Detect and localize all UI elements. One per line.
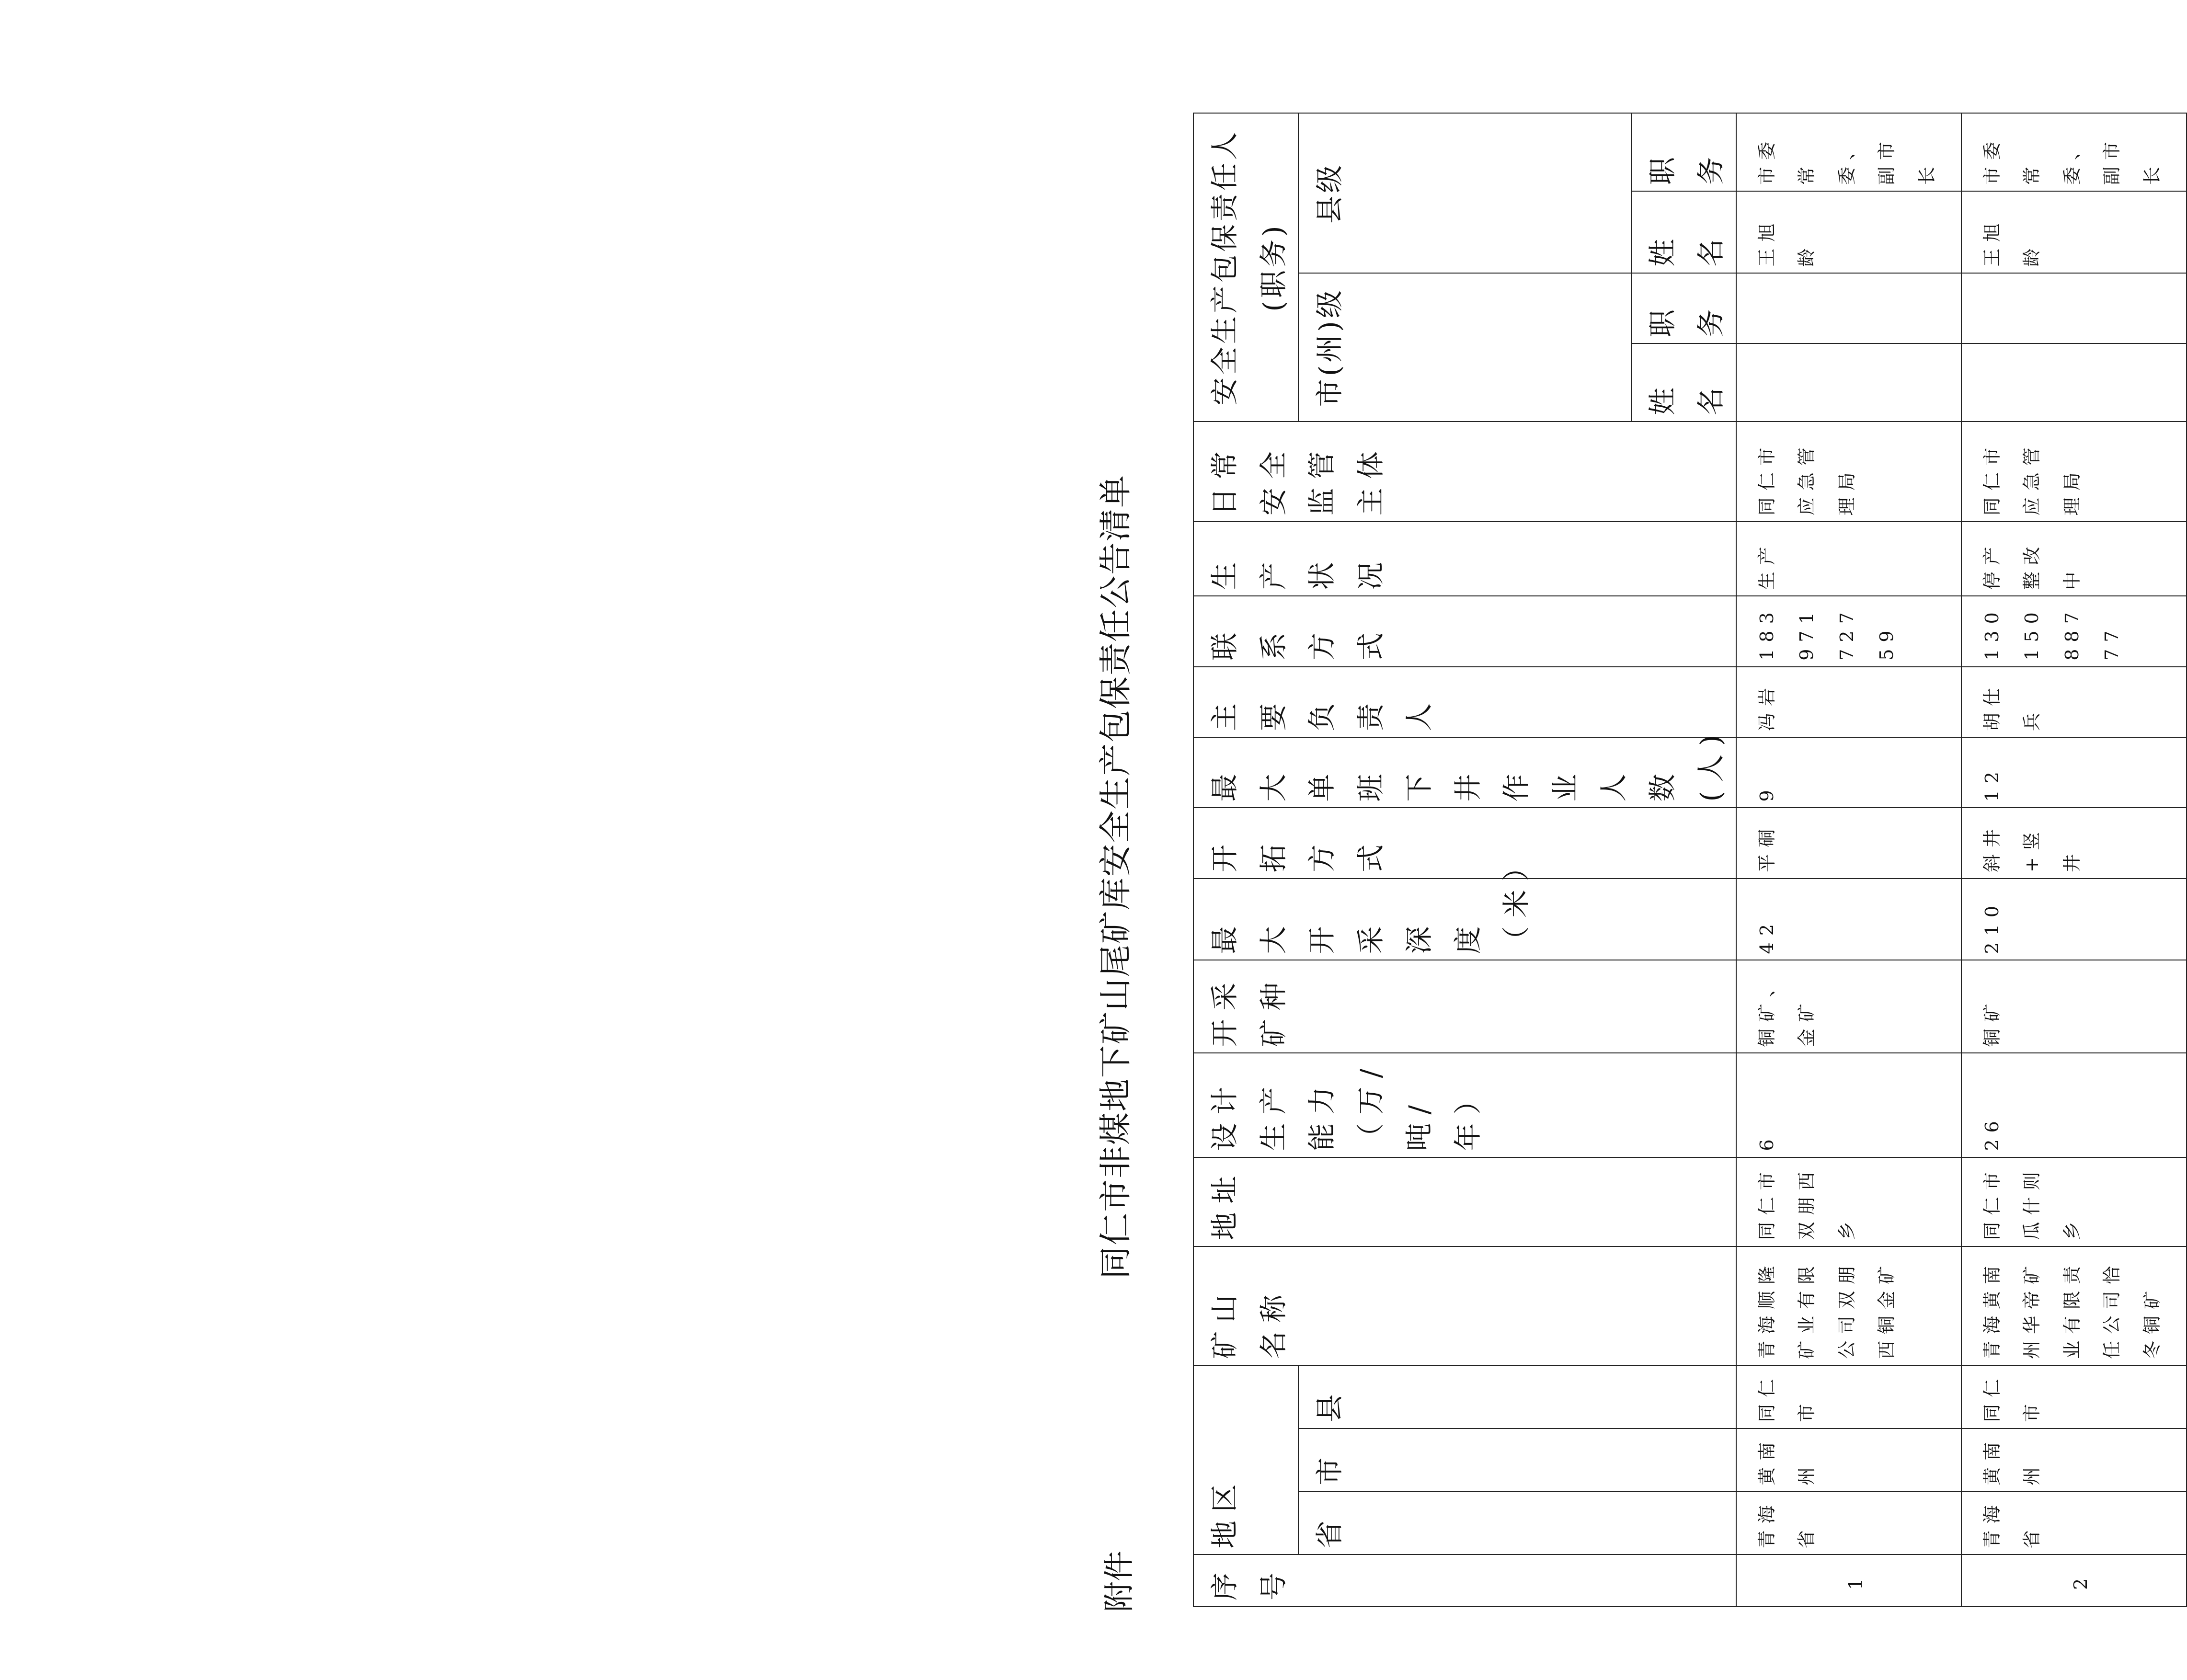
cell-mine-name: 青海顺隆矿业有限公司双朋西铜金矿 — [1736, 1246, 1961, 1365]
cell-city: 黄南州 — [1961, 1429, 2187, 1492]
table-row — [1736, 113, 1961, 1607]
cell-supervisor: 同仁市应急管理局 — [1736, 422, 1961, 522]
header-method: 开拓方式 — [1193, 808, 1736, 878]
cell-address: 同仁市瓜什则乡 — [1961, 1157, 2187, 1246]
header-max-depth: 最大开采深度（米） — [1193, 879, 1736, 960]
cell-city-position — [1961, 273, 2187, 343]
header-contact: 联系方式 — [1193, 596, 1736, 666]
cell-mine-name: 青海黄南州华帝矿业有限责任公司恰冬铜矿 — [1961, 1246, 2187, 1365]
header-seq: 序号 — [1193, 1554, 1736, 1607]
cell-address: 同仁市双朋西乡 — [1736, 1157, 1961, 1246]
cell-city-position — [1736, 273, 1961, 343]
header-responsible: 安全生产包保责任人(职务) — [1193, 113, 1298, 422]
cell-max-depth: 42 — [1736, 879, 1961, 960]
cell-max-depth: 210 — [1961, 879, 2187, 960]
cell-county-name: 王旭龄 — [1961, 191, 2187, 273]
cell-max-workers: 9 — [1736, 737, 1961, 808]
cell-method: 平硐 — [1736, 808, 1961, 878]
cell-county-position: 市委常委、副市长 — [1736, 113, 1961, 191]
cell-capacity: 26 — [1961, 1053, 2187, 1157]
header-county: 县 — [1298, 1365, 1736, 1429]
header-capacity: 设计生产能力（万/吨/年） — [1193, 1053, 1736, 1157]
attachment-label: 附件 — [1102, 1551, 1137, 1612]
cell-production-status: 停产整改中 — [1961, 522, 2187, 596]
cell-supervisor: 同仁市应急管理局 — [1961, 422, 2187, 522]
header-province: 省 — [1298, 1492, 1736, 1555]
cell-province: 青海省 — [1961, 1492, 2187, 1555]
cell-contact: 18397172759 — [1736, 596, 1961, 666]
rotated-sheet — [1076, 65, 2163, 1612]
cell-mineral: 铜矿、金矿 — [1736, 960, 1961, 1053]
cell-county: 同仁市 — [1736, 1365, 1961, 1429]
cell-city-name — [1961, 343, 2187, 422]
header-production-status: 生产状况 — [1193, 522, 1736, 596]
cell-seq: 2 — [1961, 1554, 2187, 1607]
cell-principal: 冯岩 — [1736, 667, 1961, 737]
cell-capacity: 6 — [1736, 1053, 1961, 1157]
cell-county-position: 市委常委、副市长 — [1961, 113, 2187, 191]
header-mineral: 开采矿种 — [1193, 960, 1736, 1053]
cell-principal: 胡仕兵 — [1961, 667, 2187, 737]
header-county-name: 姓名 — [1631, 191, 1736, 273]
header-max-workers: 最大单班下井作业人数(人) — [1193, 737, 1736, 808]
table-row — [1961, 113, 2187, 1607]
header-supervisor: 日常安全监管主体 — [1193, 422, 1736, 522]
header-city-position: 职务 — [1631, 273, 1736, 343]
header-city: 市 — [1298, 1429, 1736, 1492]
header-county-level: 县级 — [1298, 113, 1631, 273]
cell-max-workers: 12 — [1961, 737, 2187, 808]
cell-province: 青海省 — [1736, 1492, 1961, 1555]
header-city-name: 姓名 — [1631, 343, 1736, 422]
header-city-level: 市(州)级 — [1298, 273, 1631, 422]
header-region: 地区 — [1193, 1365, 1298, 1555]
header-mine-name: 矿山名称 — [1193, 1246, 1736, 1365]
cell-city-name — [1736, 343, 1961, 422]
cell-seq: 1 — [1736, 1554, 1961, 1607]
cell-city: 黄南州 — [1736, 1429, 1961, 1492]
header-county-position: 职务 — [1631, 113, 1736, 191]
responsibility-table — [1193, 113, 2187, 1607]
header-principal: 主要负责人 — [1193, 667, 1736, 737]
header-address: 地址 — [1193, 1157, 1736, 1246]
cell-county-name: 王旭龄 — [1736, 191, 1961, 273]
cell-method: 斜井+竖井 — [1961, 808, 2187, 878]
cell-mineral: 铜矿 — [1961, 960, 2187, 1053]
cell-contact: 13015088777 — [1961, 596, 2187, 666]
cell-production-status: 生产 — [1736, 522, 1961, 596]
cell-county: 同仁市 — [1961, 1365, 2187, 1429]
document-title: 同仁市非煤地下矿山尾矿库安全生产包保责任公告清单 — [1097, 474, 1135, 1280]
